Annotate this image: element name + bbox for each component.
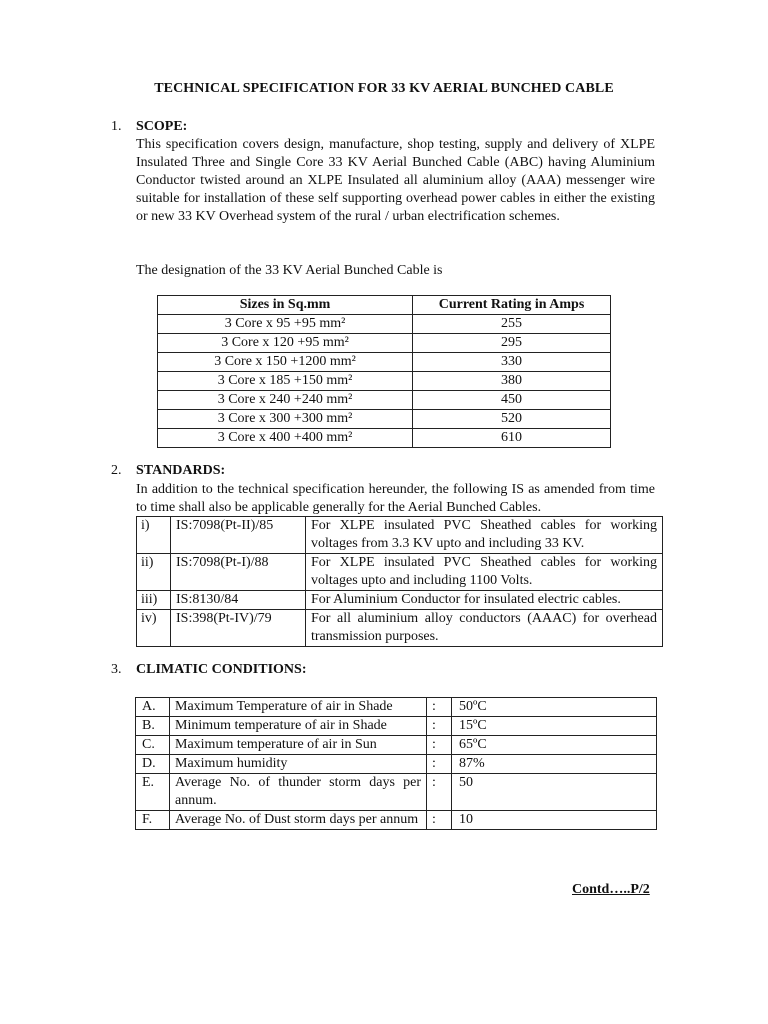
table-row	[158, 372, 611, 391]
table-cell: IS:8130/84	[171, 591, 306, 610]
column-header-sizes: Sizes in Sq.mm	[158, 296, 413, 315]
table-cell: Maximum Temperature of air in Shade	[170, 698, 427, 717]
designation-text: The designation of the 33 KV Aerial Bunched Cable is	[136, 263, 443, 278]
table-row	[158, 429, 611, 448]
section-heading-standards: STANDARDS:	[136, 463, 226, 478]
table-cell: 3 Core x 400 +400 mm²	[158, 429, 413, 448]
table-row	[136, 736, 657, 755]
table-header-row	[158, 296, 611, 315]
table-cell: iii)	[137, 591, 171, 610]
table-row	[158, 334, 611, 353]
table-cell: For all aluminium alloy conductors (AAAC) for overhead transmission purposes.	[306, 610, 663, 647]
column-header-current-rating: Current Rating in Amps	[413, 296, 611, 315]
table-cell: IS:398(Pt-IV)/79	[171, 610, 306, 647]
section-number-standards: 2.	[111, 463, 122, 478]
table-cell: 3 Core x 300 +300 mm²	[158, 410, 413, 429]
table-cell: 3 Core x 185 +150 mm²	[158, 372, 413, 391]
table-cell: 610	[413, 429, 611, 448]
table-cell: Average No. of Dust storm days per annum	[170, 811, 427, 830]
document-title: TECHNICAL SPECIFICATION FOR 33 KV AERIAL BUNCHED CABLE	[154, 81, 614, 96]
table-cell: 330	[413, 353, 611, 372]
table-row	[136, 811, 657, 830]
section-heading-scope: SCOPE:	[136, 119, 188, 134]
table-cell: 3 Core x 150 +1200 mm²	[158, 353, 413, 372]
table-cell: IS:7098(Pt-II)/85	[171, 517, 306, 554]
scope-paragraph: This specification covers design, manufacture, shop testing, supply and delivery of XLPE Insulated Three and Single Core 33 KV Aerial Bunched Cable (ABC) having Aluminium Conductor twisted around an XLPE Insulated all aluminium alloy (AAA) messenger wire suitable for installation of these self supporting overhead power cables in either the existing or new 33 KV Overhead system of the rural / urban electrification schemes.	[136, 137, 655, 224]
table-cell: 10	[452, 811, 657, 830]
table-cell: 15ºC	[452, 717, 657, 736]
table-cell: Average No. of thunder storm days per annum.	[170, 774, 427, 811]
table-cell: :	[427, 736, 452, 755]
table-cell: i)	[137, 517, 171, 554]
table-row	[158, 315, 611, 334]
table-cell: 380	[413, 372, 611, 391]
table-cell: 87%	[452, 755, 657, 774]
section-number-scope: 1.	[111, 119, 122, 134]
table-row	[137, 610, 663, 647]
table-cell: :	[427, 811, 452, 830]
table-cell: 450	[413, 391, 611, 410]
table-cell: 50	[452, 774, 657, 811]
table-cell: :	[427, 774, 452, 811]
table-cell: D.	[136, 755, 170, 774]
table-cell: 3 Core x 120 +95 mm²	[158, 334, 413, 353]
table-cell: 3 Core x 240 +240 mm²	[158, 391, 413, 410]
table-row	[136, 698, 657, 717]
climatic-conditions-table	[135, 697, 657, 830]
table-cell: C.	[136, 736, 170, 755]
table-row	[137, 591, 663, 610]
table-cell: Minimum temperature of air in Shade	[170, 717, 427, 736]
table-row	[136, 717, 657, 736]
table-cell: Maximum temperature of air in Sun	[170, 736, 427, 755]
table-cell: :	[427, 698, 452, 717]
table-cell: For Aluminium Conductor for insulated electric cables.	[306, 591, 663, 610]
table-cell: For XLPE insulated PVC Sheathed cables for working voltages upto and including 1100 Volts.	[306, 554, 663, 591]
standards-paragraph: In addition to the technical specification hereunder, the following IS as amended from time to time shall also be applicable generally for the Aerial Bunched Cables.	[136, 482, 655, 515]
table-row	[137, 517, 663, 554]
table-cell: A.	[136, 698, 170, 717]
table-row	[158, 410, 611, 429]
table-row	[158, 353, 611, 372]
table-cell: F.	[136, 811, 170, 830]
continued-note: Contd…..P/2	[572, 882, 650, 897]
table-cell: 520	[413, 410, 611, 429]
table-row	[136, 755, 657, 774]
section-number-climatic: 3.	[111, 662, 122, 677]
cable-sizes-table	[157, 295, 611, 448]
table-row	[136, 774, 657, 811]
table-cell: ii)	[137, 554, 171, 591]
table-cell: IS:7098(Pt-I)/88	[171, 554, 306, 591]
table-cell: B.	[136, 717, 170, 736]
section-heading-climatic: CLIMATIC CONDITIONS:	[136, 662, 307, 677]
table-cell: 295	[413, 334, 611, 353]
table-cell: For XLPE insulated PVC Sheathed cables for working voltages from 3.3 KV upto and including 33 KV.	[306, 517, 663, 554]
table-row	[158, 391, 611, 410]
table-cell: 50ºC	[452, 698, 657, 717]
table-cell: :	[427, 755, 452, 774]
table-cell: 255	[413, 315, 611, 334]
standards-table	[136, 516, 663, 647]
table-row	[137, 554, 663, 591]
table-cell: Maximum humidity	[170, 755, 427, 774]
table-cell: iv)	[137, 610, 171, 647]
table-cell: 65ºC	[452, 736, 657, 755]
table-cell: E.	[136, 774, 170, 811]
table-cell: 3 Core x 95 +95 mm²	[158, 315, 413, 334]
table-cell: :	[427, 717, 452, 736]
